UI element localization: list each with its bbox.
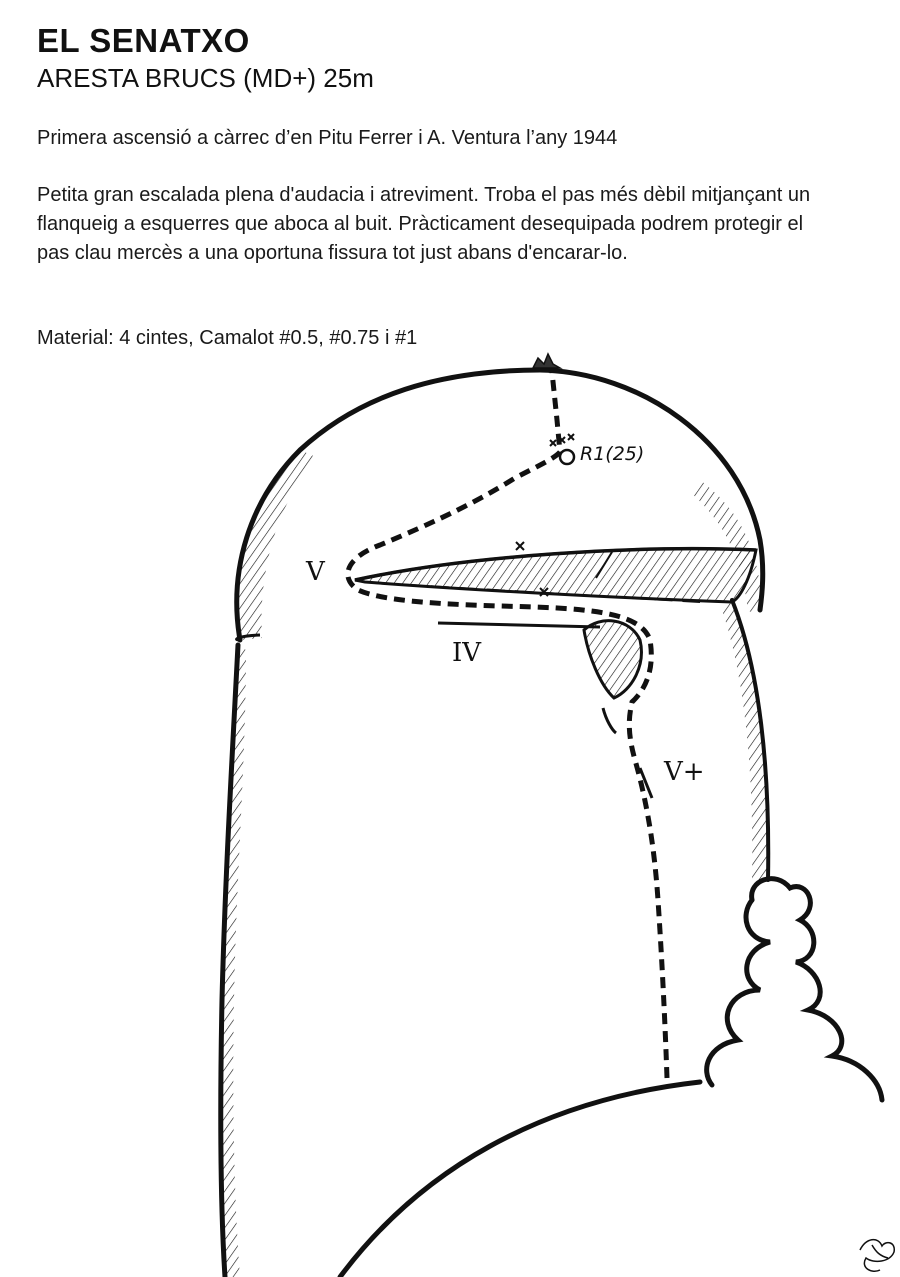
grade-iv-label: IV (452, 638, 482, 668)
route-subtitle: ARESTA BRUCS (MD+) 25m (37, 63, 374, 93)
route-description: Petita gran escalada plena d'audacia i atreviment. Troba el pas més dèbil mitjançant un flanqueig a esquerres que aboca al buit. Pràcticament desequipada podrem protegir el pas clau mercès a una oportuna fissura tot just abans d'encarar-lo. (37, 184, 811, 264)
first-ascent-text: Primera ascensió a càrrec d’en Pitu Ferrer i A. Ventura l’any 1944 (37, 127, 618, 149)
rock-outline (221, 370, 882, 1277)
artist-signature-icon (860, 1240, 894, 1272)
belay-anchor-icon (560, 450, 574, 464)
page-title: EL SENATXO (37, 22, 250, 59)
grade-v-label: V (306, 557, 325, 587)
grade-v-plus-label: V+ (664, 757, 705, 787)
summit-tuft (533, 354, 560, 368)
anchor-label: R1(25) (580, 443, 645, 465)
route-topo-drawing (0, 340, 900, 1277)
rock-flake (584, 621, 652, 798)
ledge-roof (355, 549, 756, 627)
dashed-route-line (348, 372, 667, 1078)
material-list: Material: 4 cintes, Camalot #0.5, #0.75 i #1 (37, 327, 418, 349)
